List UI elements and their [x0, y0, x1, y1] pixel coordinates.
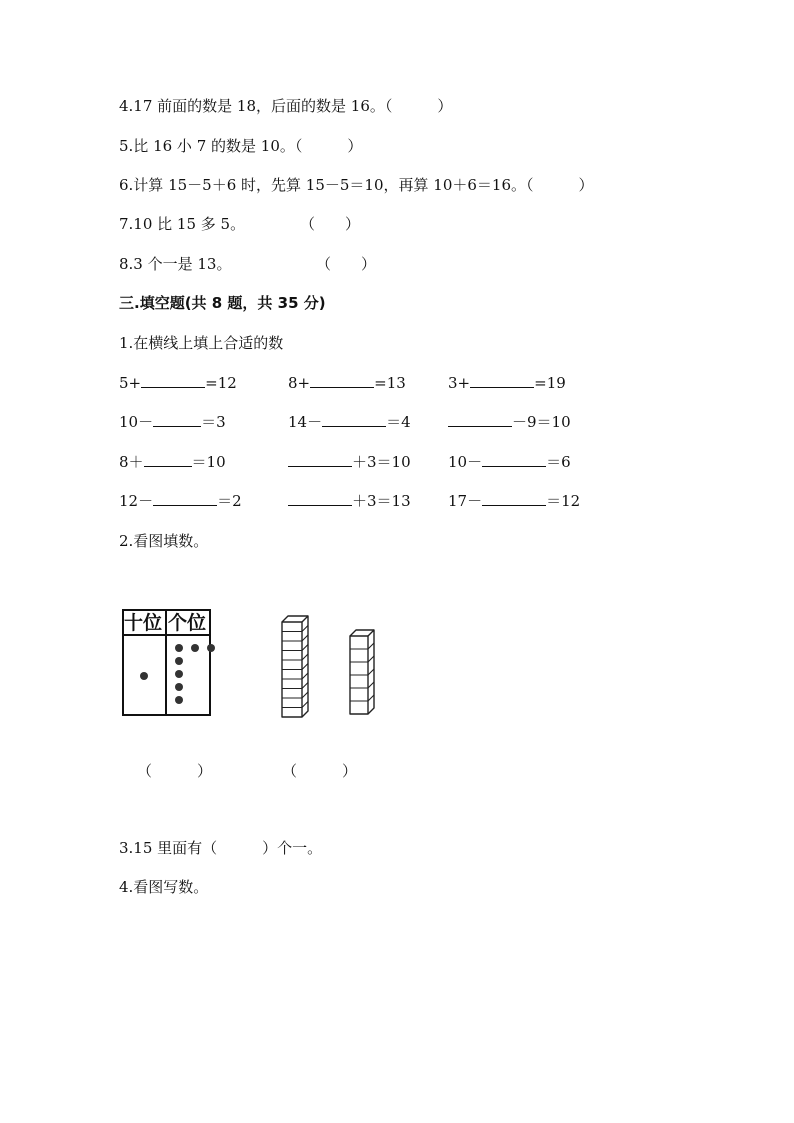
bead [140, 672, 148, 680]
cube-divider [282, 635, 308, 641]
answer-blank[interactable] [288, 452, 352, 467]
equation-r1c1: 5+ =12 [119, 374, 237, 392]
answer-blank[interactable] [482, 452, 546, 467]
answer-blank[interactable] [482, 491, 546, 506]
answer-blank[interactable] [448, 412, 512, 427]
equation-r3c1: 8＋ ＝10 [119, 453, 226, 471]
bead [175, 696, 183, 704]
tall-cube-column [282, 616, 308, 717]
equation-r3c2: ＋3＝10 [288, 452, 411, 472]
ones-label: 个位 [168, 612, 207, 634]
abacus-answer[interactable]: （ ） [137, 762, 213, 780]
short-cube-column [350, 630, 374, 714]
tens-label: 十位 [124, 612, 163, 634]
cubes-answer[interactable]: （ ） [282, 762, 358, 780]
cube-divider [282, 702, 308, 708]
answer-blank[interactable] [153, 412, 201, 427]
equation-r2c2: 14－ ＝4 [288, 413, 411, 431]
question-6: 6.计算 15－5＋6 时，先算 15－5＝10，再算 10＋6＝16。（ ） [119, 176, 594, 194]
fill-question-4-title: 4.看图写数。 [119, 878, 209, 896]
question-5: 5.比 16 小 7 的数是 10。（ ） [119, 137, 363, 155]
bead [175, 670, 183, 678]
cube-divider [350, 682, 374, 688]
bead [175, 683, 183, 691]
equation-r1c3: 3+ =19 [448, 374, 566, 392]
fill-question-3: 3.15 里面有（ ）个一。 [119, 839, 323, 857]
equation-r2c1: 10－ ＝3 [119, 413, 226, 431]
question-8: 8.3 个一是 13。 [119, 255, 232, 273]
cube-divider [282, 645, 308, 651]
bead [175, 644, 183, 652]
equation-r1c2: 8+ =13 [288, 374, 406, 392]
cube-columns [270, 608, 390, 723]
equation-r2c3: －9＝10 [448, 412, 571, 432]
cube-divider [282, 692, 308, 698]
cube-divider [350, 656, 374, 662]
answer-blank[interactable] [470, 373, 534, 388]
answer-blank[interactable] [322, 412, 386, 427]
equation-r4c1: 12－ ＝2 [119, 492, 242, 510]
fill-question-1-title: 1.在横线上填上合适的数 [119, 334, 284, 352]
bead [175, 657, 183, 665]
question-4: 4.17 前面的数是 18，后面的数是 16。（ ） [119, 97, 453, 115]
bead [207, 644, 215, 652]
bead [191, 644, 199, 652]
cube-divider [282, 664, 308, 670]
cube-divider [282, 654, 308, 660]
tens-beads [140, 672, 148, 680]
equation-r4c2: ＋3＝13 [288, 491, 411, 511]
cube-divider [350, 643, 374, 649]
answer-blank[interactable] [310, 373, 374, 388]
fill-question-2-title: 2.看图填数。 [119, 532, 209, 550]
equation-r3c3: 10－ ＝6 [448, 453, 571, 471]
cube-divider [350, 669, 374, 675]
question-7: 7.10 比 15 多 5。 [119, 215, 246, 233]
cube-divider [350, 695, 374, 701]
question-8-answer: （ ） [316, 255, 377, 273]
answer-blank[interactable] [144, 452, 192, 467]
answer-blank[interactable] [141, 373, 205, 388]
cube-divider [282, 673, 308, 679]
cube-divider [282, 626, 308, 632]
answer-blank[interactable] [153, 491, 217, 506]
equation-r4c3: 17－ ＝12 [448, 492, 581, 510]
section-title: 三.填空题(共 8 题，共 35 分) [119, 294, 326, 312]
answer-blank[interactable] [288, 491, 352, 506]
question-7-answer: （ ） [300, 215, 361, 233]
cube-divider [282, 683, 308, 689]
